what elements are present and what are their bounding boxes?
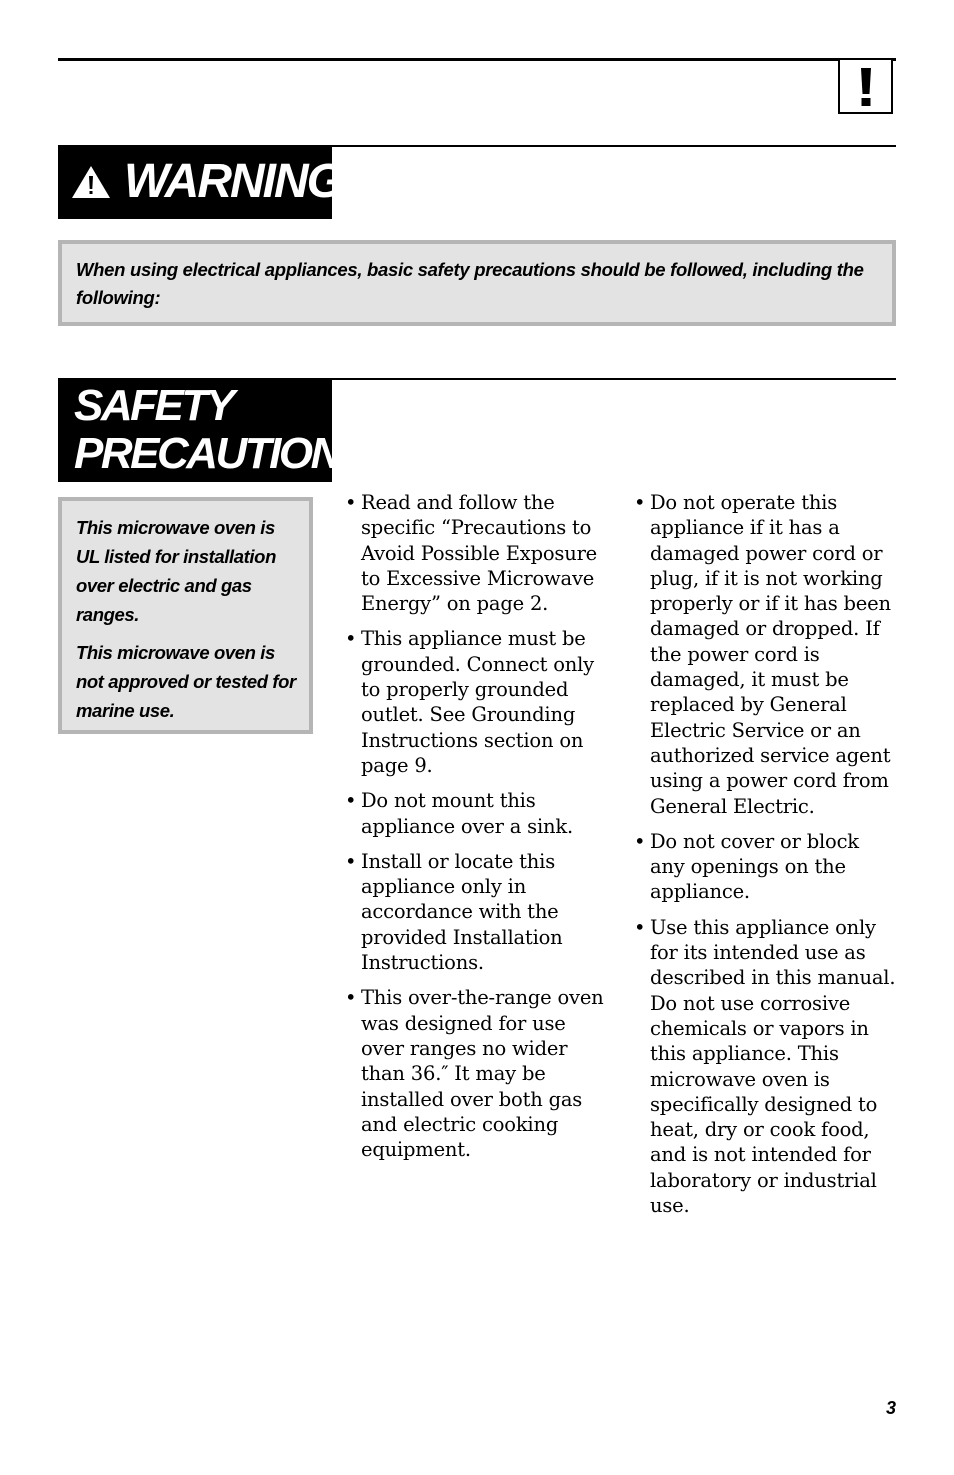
list-item: • Read and follow the specific “Precautions to Avoid Possible Exposure to Excessive Microwave Energy” on page 2. <box>345 491 598 616</box>
page-number: 3 <box>886 1398 897 1418</box>
safety-title-line1: SAFETY <box>74 381 233 430</box>
precautions-column-1 <box>345 490 610 1172</box>
list-item: • Do not mount this appliance over a sink. <box>345 789 573 838</box>
marine-use-note: This microwave oven is not approved or tested for marine use. <box>76 642 296 721</box>
warning-title: WARNING <box>124 155 342 208</box>
list-item: • This over-the-range oven was designed for use over ranges no wider than 36.″ It may be installed over both gas and electric cooking equipment. <box>345 986 604 1162</box>
ul-listing-note: This microwave oven is UL listed for installation over electric and gas ranges. <box>76 517 276 625</box>
list-item: • Use this appliance only for its intended use as described in this manual. Do not use corrosive chemicals or vapors in this appliance. This microwave oven is specifically designed to heat, dry or cook food, and is not intended for laboratory or industrial use. <box>634 915 896 1218</box>
intro-box <box>58 240 896 326</box>
safety-rule <box>332 378 896 380</box>
precautions-column-2 <box>634 490 899 1228</box>
intro-text: When using electrical appliances, basic safety precautions should be followed, including the following: <box>76 259 864 308</box>
safety-title <box>74 382 367 478</box>
list-item: • This appliance must be grounded. Connect only to properly grounded outlet. See Grounding Instructions section on page 9. <box>345 627 594 777</box>
warning-triangle-icon <box>70 164 112 200</box>
warning-rule <box>332 145 896 147</box>
list-item: • Install or locate this appliance only in accordance with the provided Installation Instructions. <box>345 849 563 975</box>
exclamation-icon <box>838 58 893 114</box>
safety-title-line2: PRECAUTIONS <box>74 429 367 478</box>
list-item: • Do not operate this appliance if it has a damaged power cord or plug, if it is not working properly or if it has been damaged or dropped. If the power cord is damaged, it must be replaced by General Electric Service or an authorized service agent using a power cord from General Electric. <box>634 491 891 818</box>
list-item: • Do not cover or block any openings on the appliance. <box>634 829 859 904</box>
top-rule <box>58 58 896 61</box>
sidebar-note-box <box>58 497 313 734</box>
